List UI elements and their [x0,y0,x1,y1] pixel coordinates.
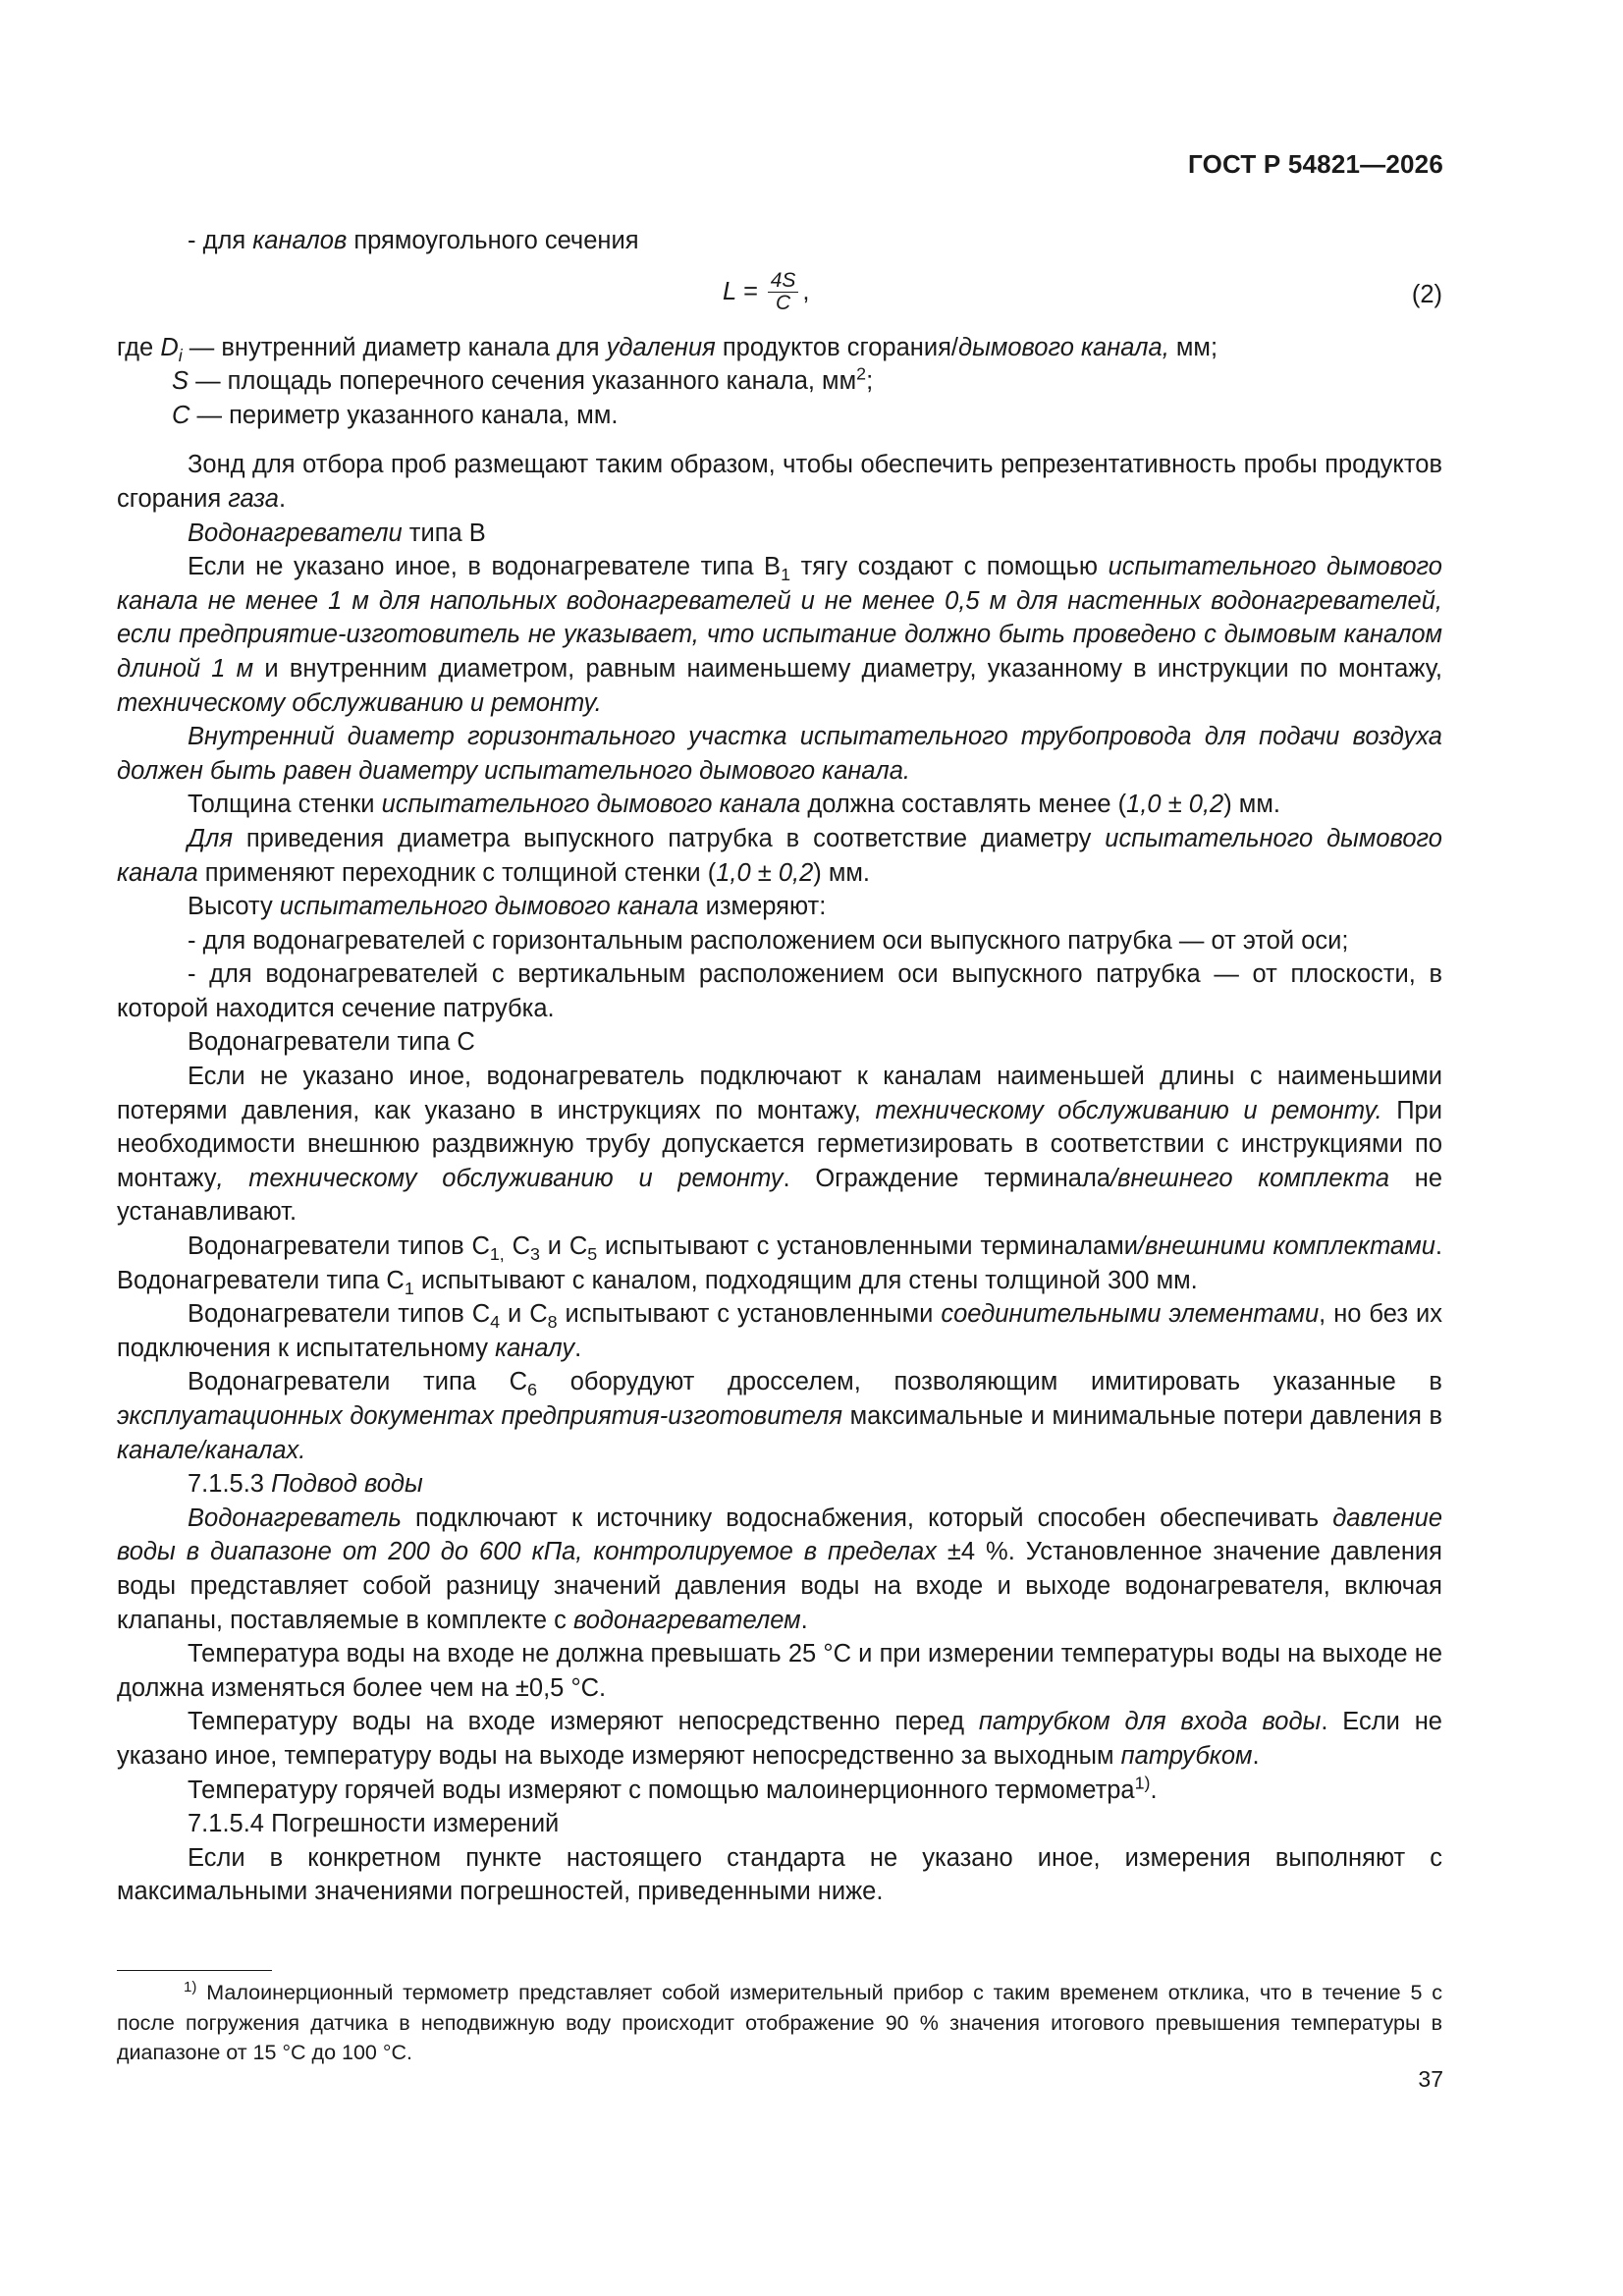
heading-type-c: Водонагреватели типа С [188,1028,475,1057]
page-number: 37 [1418,2066,1443,2092]
intro-line [117,224,1442,258]
paragraph-wall-thickness [117,788,1442,822]
paragraph-temperature-measurement [117,1705,1442,1773]
paragraph-measurement-errors: Если в конкретном пункте настоящего стандарта не указано иное, измерения выполняют с максимальными значениями погрешностей, приведенными ниже. [117,1843,1442,1906]
paragraph-type-c [117,1060,1442,1230]
text-run: Водонагреватели типов С [188,1232,490,1261]
text-run: Зонд для отбора проб размещают таким образом, чтобы обеспечить репрезентативность пробы продуктов сгорания [117,451,1442,513]
italic-run: патрубком для входа воды [978,1708,1322,1736]
italic-run: /внешними комплектами [1138,1232,1435,1261]
formula-expression [723,270,809,314]
text-run: Водонагреватели типов С [188,1300,491,1329]
section-heading-7-1-5-4: 7.1.5.4 Погрешности измерений [188,1810,560,1838]
paragraph-inlet-temperature: Температура воды на входе не должна превышать 25 °С и при измерении температуры воды на выходе не должна изменяться более чем на ±0,5 °С. [117,1640,1442,1702]
formula-2 [117,264,1442,327]
text-run: должна составлять менее ( [800,791,1127,819]
italic-run: дымового канала, [957,333,1169,361]
text-run: применяют переходник с толщиной стенки ( [197,858,717,887]
paragraph-types-c4-c8 [117,1297,1442,1365]
text-run: — периметр указанного канала, мм. [189,401,619,429]
text-run: ) мм. [1223,791,1280,819]
text-run: Толщина стенки [188,791,382,819]
subscript: 5 [587,1244,598,1265]
subscript: 6 [527,1380,537,1400]
main-text [117,224,1442,1909]
text-run: Если не указано иное, водонагреватель подключают к каналам наименьшей длины с наименьшими потерями давления, как указано в инструкциях по монтажу, [117,1063,1442,1124]
italic-run: газа [228,484,279,513]
section-title: Подвод воды [271,1470,423,1499]
text-run: . Ограждение терминала [783,1164,1111,1192]
text-run: испытывают с установленными [557,1300,942,1329]
text-run: тягу создают с помощью [790,553,1109,581]
text-run: не устанавливают. [117,1164,1442,1227]
text-run: Если не указано иное, в водонагревателе типа В [188,553,782,581]
text-run: Высоту [188,893,280,921]
text-run: . [1150,1776,1158,1804]
section-number: 7.1.5.3 [188,1470,272,1499]
subscript: 4 [490,1312,501,1333]
subscript: 1 [781,565,791,585]
formula-lhs: L = [723,277,758,305]
italic-run: техническому обслуживанию и ремонту. [875,1096,1382,1124]
text-run: . [1252,1741,1260,1770]
text-run: и С [539,1232,588,1261]
italic-run: давление воды в диапазоне от 200 до 600 кПа, контролируемое в пределах [117,1503,1442,1566]
italic-run: эксплуатационных документах предприятия-изготовителя [117,1402,843,1430]
symbol-di: D [160,333,179,361]
italic-run: Водонагреватели [188,519,403,547]
text-run: . [574,1334,582,1362]
fraction-numerator: 4S [768,270,799,293]
text-run: приведения диаметра выпускного патрубка в соответствие диаметру [232,824,1106,852]
paragraph-adapter [117,822,1442,890]
italic-run: /внешнего комплекта [1110,1164,1390,1192]
paragraph-water-supply [117,1502,1442,1637]
text-run: где [117,333,161,361]
subscript: 1 [404,1278,414,1298]
subscript: 3 [530,1244,540,1265]
italic-run: удаления [606,333,716,361]
symbol-s: S [172,367,189,396]
fraction-denominator: C [775,291,791,314]
list-item: - для водонагревателей с горизонтальным расположением оси выпускного патрубка — от этой оси; [188,926,1349,955]
text-run: , но без их подключения к испытательному [117,1300,1442,1362]
text-run: подключают к источнику водоснабжения, который способен обеспечивать [401,1503,1333,1532]
italic-run: Внутренний диаметр горизонтального участка испытательного трубопровода для подачи воздуха должен быть равен диаметру испытательного дымового канала. [117,723,1442,785]
footnote-mark: 1) [184,1978,197,1995]
italic-run: испытательного дымового канала [279,893,699,921]
footnote [117,1978,1442,2068]
text-run: прямоугольного сечения [347,227,639,254]
italic-run: соединительными элементами [941,1300,1320,1329]
text-run: испытывают с каналом, подходящим для стены толщиной 300 мм. [413,1266,1198,1294]
text-run: — внутренний диаметр канала для [182,333,607,361]
legend-di [117,331,1442,365]
text-run: типа В [402,519,486,547]
text-run: Водонагреватели типа С [188,1368,528,1396]
italic-run: Для [188,824,233,852]
text-run: . Водонагреватели типа С [117,1232,1442,1294]
text-run: — площадь поперечного сечения указанного канала, мм [189,367,857,396]
text-run: - для [188,227,253,254]
italic-run: 1,0 ± 0,2 [716,858,814,887]
paragraph-height [117,890,1442,924]
subscript: 1, [489,1244,505,1265]
italic-run: канале/каналах. [117,1436,306,1464]
italic-run: каналу [495,1334,575,1362]
text-run: и С [500,1300,548,1329]
superscript: 2 [856,363,867,384]
text-run: ±4 %. Установленное значение давления воды представляет собой разницу значений давления воды на входе и выходе водонагревателя, включая клапаны, поставляемые в комплекте с [117,1538,1442,1634]
italic-run: испытательного дымового канала не менее 1 м для напольных водонагревателей и не менее 0,5 м для настенных водонагревателей, если предприятие-изготовитель не указывает, что испытание должно быть проведено с дымовым каналом длиной 1 м [117,553,1442,683]
paragraph-types-c1-c3-c5 [117,1230,1442,1297]
italic-run: техническому обслуживанию и ремонту. [117,688,602,717]
paragraph-type-c6 [117,1365,1442,1467]
formula-comma: , [802,277,810,305]
footnote-separator [117,1970,272,1971]
footnote-reference[interactable]: 1) [1134,1773,1151,1793]
section-heading-7-1-5-3 [117,1467,1442,1502]
text-run: продуктов сгорания/ [715,333,958,361]
legend-c [117,399,1442,433]
text-run: и внутренним диаметром, равным наименьшему диаметру, указанному в инструкции по монтажу, [253,654,1442,683]
text-run: максимальные и минимальные потери давления в [842,1402,1443,1430]
paragraph-type-b-draft [117,550,1442,720]
text-run: С [504,1232,530,1261]
paragraph-hot-water-thermometer [117,1774,1442,1808]
text-run: измеряют: [698,893,827,921]
fraction [768,270,799,314]
text-run: мм; [1168,333,1218,361]
subscript: 8 [547,1312,558,1333]
footnote-text: Малоинерционный термометр представляет собой измерительный прибор с таким временем отклика, что в течение 5 с после погружения датчика в неподвижную воду происходит отображение 90 % значения итогового превышения температуры в диапазоне от 15 °С до 100 °С. [117,1981,1442,2064]
symbol-c: C [172,401,190,429]
text-run: ; [866,367,874,396]
document-code-header: ГОСТ Р 54821—2026 [1188,149,1443,179]
paragraph-probe [117,448,1442,516]
list-item: - для водонагревателей с вертикальным расположением оси выпускного патрубка — от плоскости, в которой находится сечение патрубка. [117,960,1442,1022]
italic-run: патрубком [1120,1741,1253,1770]
text-run: . Если не указано иное, температуру воды на выходе измеряют непосредственно за выходным [117,1708,1442,1770]
text-run: . [800,1606,808,1634]
text-run: При необходимости внешнюю раздвижную трубу допускается герметизировать в соответствии с инструкциями по монтажу [117,1096,1442,1192]
heading-type-b [117,517,1442,551]
italic-run: испытательного дымового канала [117,824,1442,887]
italic-run: , техническому обслуживанию и ремонту [216,1164,784,1192]
legend-s [117,364,1442,399]
symbol-subscript: i [178,345,183,365]
italic-run: Водонагреватель [188,1503,402,1532]
equation-number: (2) [1411,280,1442,308]
text-run: Температуру горячей воды измеряют с помощью малоинерционного термометра [188,1776,1135,1804]
italic-run: 1,0 ± 0,2 [1126,791,1224,819]
italic-run: водонагревателем [572,1606,801,1634]
text-run: оборудуют дросселем, позволяющим имитировать указанные в [537,1368,1442,1396]
paragraph-inner-diameter [117,720,1442,788]
text-run: . [278,484,287,513]
italic-run: каналов [252,227,348,254]
text-run: испытывают с установленными терминалами [597,1232,1138,1261]
italic-run: испытательного дымового канала [381,791,801,819]
text-run: Температуру воды на входе измеряют непосредственно перед [188,1708,979,1736]
text-run: ) мм. [813,858,871,887]
